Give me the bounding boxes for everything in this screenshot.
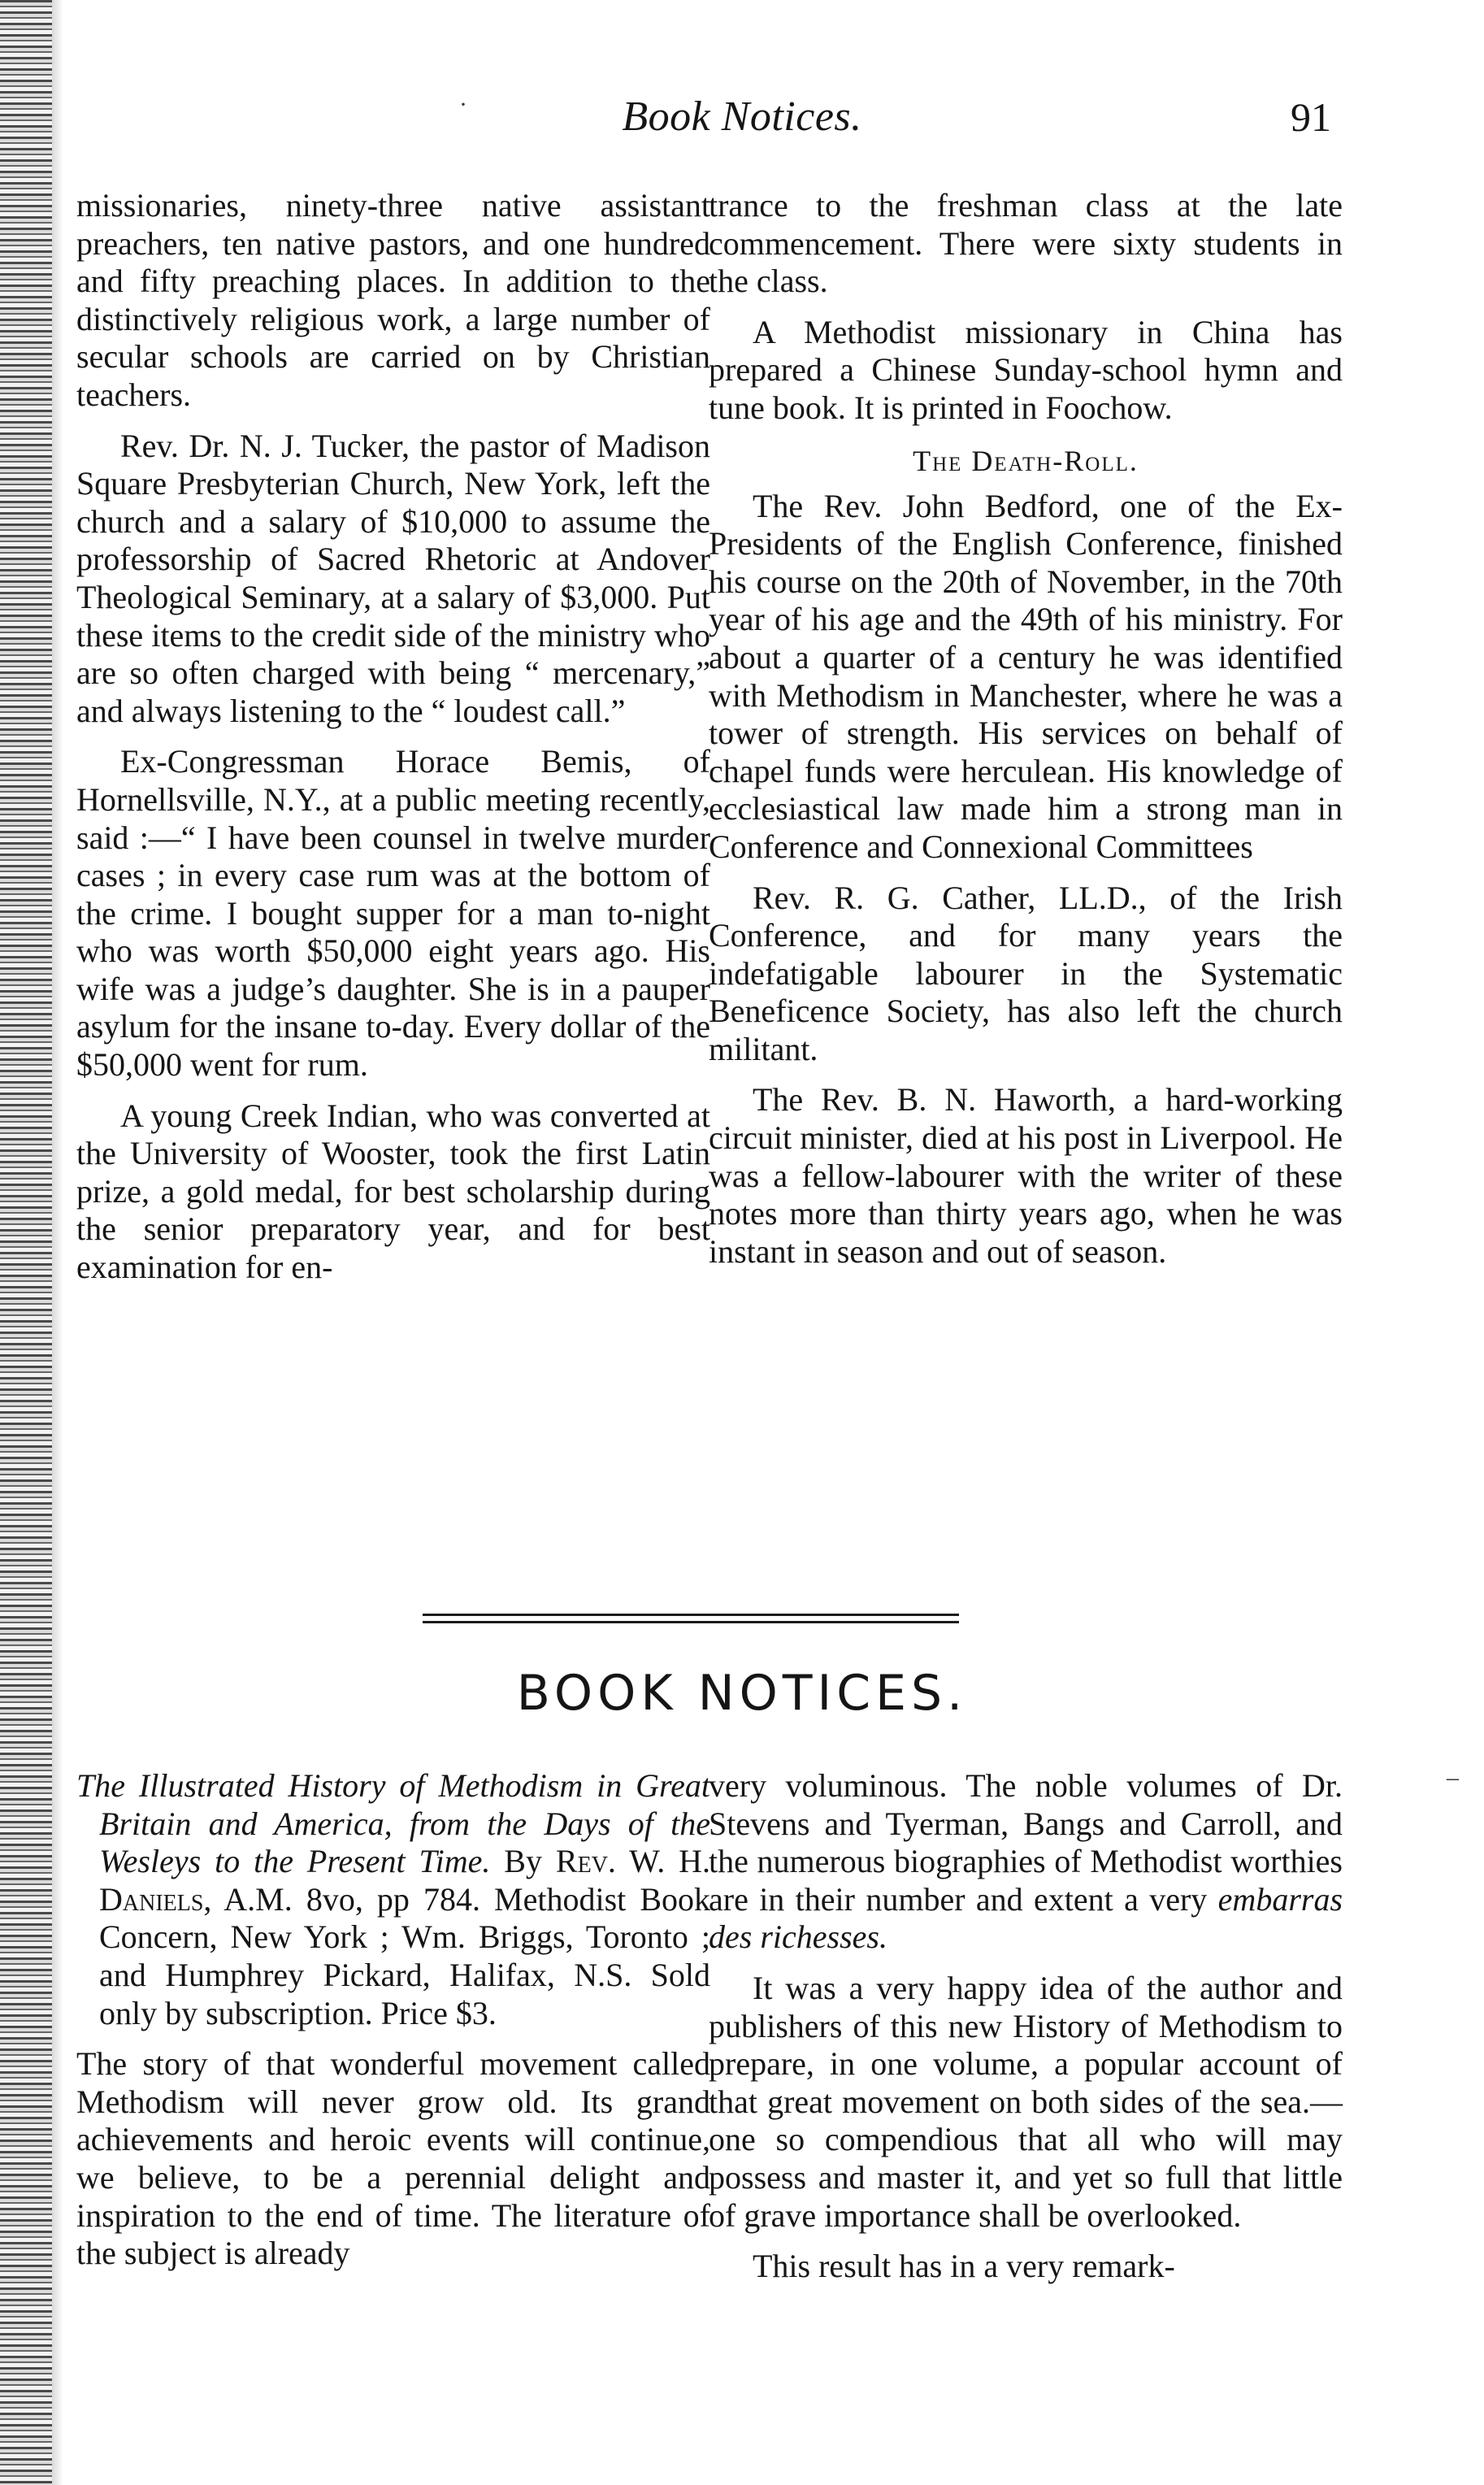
paragraph-remarkable-result: This result has in a very remark- [753, 2248, 1175, 2285]
stray-print-dot: · [459, 91, 467, 118]
bottom-right-column [709, 1767, 1343, 2299]
paragraph-bedford: The Rev. John Bedford, one of the Ex-Presidents of the English Conference, finished his course on the 20th of November, in the 70th year of his age and the 49th of his ministry. For about a quarter of a century he was identified with Methodism in Manchester, where he was a tower of strength. His services on behalf of chapel funds were herculean. His knowledge of ecclesiastical law made him a strong man in Conference and Connexional Committees [709, 487, 1343, 865]
book-notices-heading: BOOK NOTICES. [516, 1665, 968, 1722]
paragraph-creek-indian: A young Creek Indian, who was converted at the University of Wooster, took the first Latin prize, a gold medal, for best scholarship during the senior preparatory year, and for best examination for en- [76, 1097, 710, 1286]
book-title: The Illustrated History of Methodism in Great Britain and America, from the Days of the Wesleys to the Present Time. [76, 1767, 710, 1880]
page-binding-edge [0, 0, 52, 2485]
stray-print-dash: – [1447, 1764, 1459, 1791]
running-header [0, 91, 1484, 148]
paragraph-missionaries: missionaries, ninety-three native assistant preachers, ten native pastors, and one hundred and fifty preaching places. In addition to the distinctively religious work, a large number of secular schools are carried on by Christian teachers. [76, 187, 710, 413]
embarras-phrase: embarras des richesses. [709, 1880, 1343, 1956]
book-notice-entry [76, 1767, 710, 2032]
section-divider [423, 1614, 959, 1628]
paragraph-cather: Rev. R. G. Cather, LL.D., of the Irish Conference, and for many years the indefatigable labourer in the Systematic Beneficence Society, has also left the church militant. [709, 879, 1343, 1067]
divider-rule-lower [423, 1621, 959, 1623]
divider-rule-upper [423, 1614, 959, 1616]
book-author: Rev. W. H. Daniels, A.M. [99, 1843, 711, 1918]
running-title: Book Notices. [622, 93, 862, 140]
death-roll-heading: The Death-Roll. [913, 444, 1139, 477]
paragraph-bemis: Ex-Congressman Horace Bemis, of Hornellsville, N.Y., at a public meeting recently, said :—“ I have been counsel in twelve murder cases ; in every case rum was at the bottom of the crime. I bought supper for a man to-night who was worth $50,000 eight years ago. His wife was a judge’s daughter. She is in a pauper asylum for the insane to-day. Every dollar of the $50,000 went for rum. [76, 743, 710, 1084]
book-by: By [504, 1843, 542, 1880]
paragraph-haworth: The Rev. B. N. Haworth, a hard-working circuit minister, died at his post in Liverpool. He was a fellow-labourer with the writer of these notes more than thirty years ago, when he was instant in season and out of season. [709, 1081, 1343, 1270]
bottom-left-column [76, 1767, 710, 2286]
paragraph-freshman-class: trance to the freshman class at the late commencement. There were sixty students in the class. [709, 187, 1343, 300]
page-number: 91 [1291, 94, 1331, 140]
book-details: 8vo, pp 784. Methodist Book Concern, New York ; Wm. Briggs, Toronto ; and Humphrey Pickard, Halifax, N.S. Sold only by subscription. Price $3. [99, 1880, 711, 2031]
paragraph-chinese-hymnbook: A Methodist missionary in China has prepared a Chinese Sunday-school hymn and tune book. It is printed in Foochow. [709, 313, 1343, 426]
top-right-column [709, 187, 1343, 1284]
paragraph-happy-idea: It was a very happy idea of the author and publishers of this new History of Methodism to prepare, in one volume, a popular account of that great movement on both sides of the sea.—one so compendious that all who will may possess and master it, and yet so full that little of grave importance shall be overlooked. [709, 1969, 1343, 2234]
voluminous-text: very voluminous. The noble volumes of Dr. Stevens and Tyerman, Bangs and Carroll, and the numerous biographies of Methodist worthies are in their number and extent a very [709, 1767, 1343, 1918]
paragraph-methodism-story: The story of that wonderful movement called Methodism will never grow old. Its grand achievements and heroic events will continue, we believe, to be a perennial delight and inspiration to the end of time. The literature of the subject is already [76, 2045, 710, 2272]
paragraph-tucker: Rev. Dr. N. J. Tucker, the pastor of Madison Square Presbyterian Church, New York, left the church and a salary of $10,000 to assume the professorship of Sacred Rhetoric at Andover Theological Seminary, at a salary of $3,000. Put these items to the credit side of the ministry who are so often charged with being “ mercenary,” and always listening to the “ loudest call.” [76, 427, 710, 729]
top-left-column [76, 187, 710, 1300]
paragraph-voluminous [709, 1767, 1343, 1957]
